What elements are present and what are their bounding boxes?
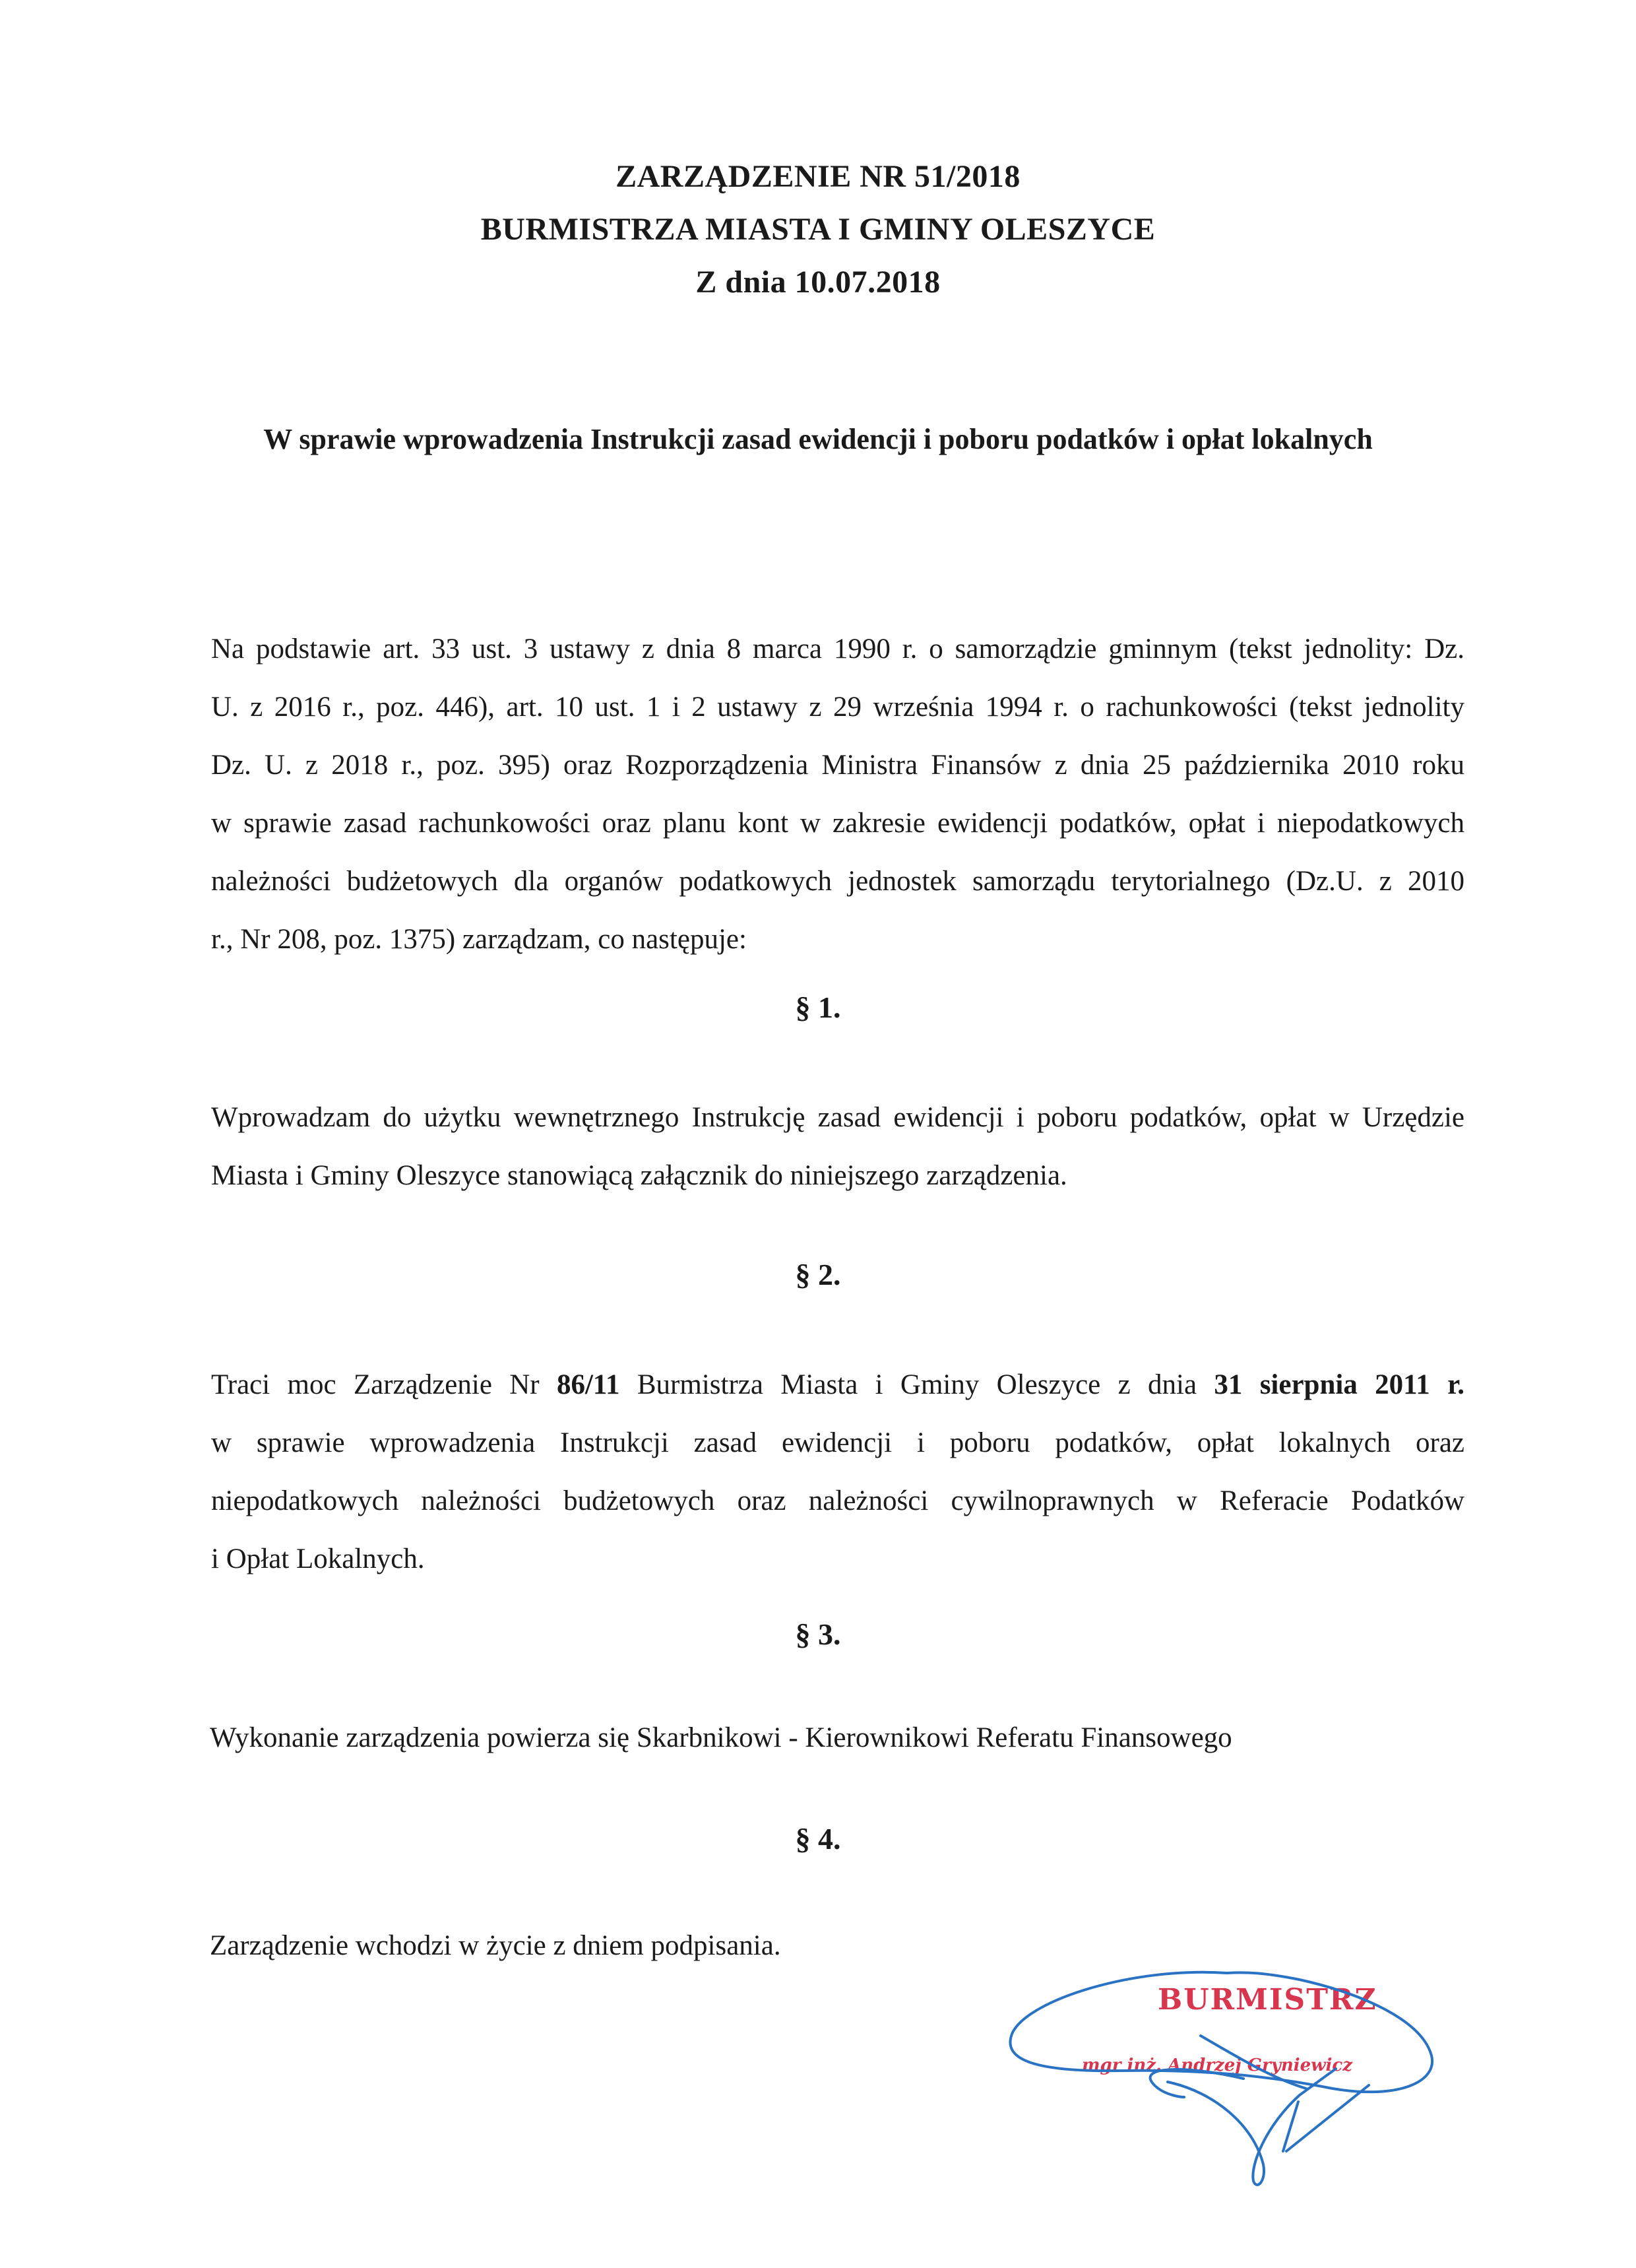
text-fragment: Traci moc Zarządzenie Nr bbox=[211, 1369, 557, 1400]
section-2-heading: § 2. bbox=[795, 1258, 841, 1291]
legal-basis-paragraph bbox=[211, 620, 1464, 969]
section-1-paragraph bbox=[211, 1089, 1464, 1205]
text-line: r., Nr 208, poz. 1375) zarządzam, co następuje: bbox=[211, 924, 747, 955]
text-line: U. z 2016 r., poz. 446), art. 10 ust. 1 i 2 ustawy z 29 września 1994 r. o rachunkowości (tekst jednolity bbox=[211, 692, 1464, 723]
text-line: Wprowadzam do użytku wewnętrznego Instrukcję zasad ewidencji i poboru podatków, opłat w Urzędzie bbox=[211, 1102, 1464, 1133]
text-line: w sprawie zasad rachunkowości oraz planu kont w zakresie ewidencji podatków, opłat i niepodatkowych bbox=[211, 808, 1464, 839]
text-line: Zarządzenie wchodzi w życie z dniem podpisania. bbox=[210, 1930, 781, 1961]
stamp-title: BURMISTRZ bbox=[1158, 1983, 1377, 2017]
text-line: niepodatkowych należności budżetowych oraz należności cywilnoprawnych w Referacie Podatków bbox=[211, 1485, 1464, 1516]
repealed-order-number: 86/11 bbox=[556, 1369, 620, 1400]
text-line: w sprawie wprowadzenia Instrukcji zasad ewidencji i poboru podatków, opłat lokalnych oraz bbox=[211, 1427, 1464, 1458]
text-line bbox=[211, 1356, 1464, 1414]
section-1-heading: § 1. bbox=[795, 990, 841, 1024]
section-4-heading: § 4. bbox=[795, 1822, 841, 1856]
text-line: Na podstawie art. 33 ust. 3 ustawy z dnia 8 marca 1990 r. o samorządzie gminnym (tekst jednolity: Dz. bbox=[211, 633, 1464, 664]
section-3-paragraph bbox=[210, 1709, 1463, 1767]
section-3-heading: § 3. bbox=[795, 1617, 841, 1651]
issuer-title: BURMISTRZA MIASTA I GMINY OLESZYCE bbox=[480, 212, 1156, 247]
mayor-stamp-and-signature bbox=[990, 1927, 1451, 2204]
text-fragment: Burmistrza Miasta i Gminy Oleszyce z dnia bbox=[619, 1369, 1214, 1400]
order-subject: W sprawie wprowadzenia Instrukcji zasad ewidencji i poboru podatków i opłat lokalnych bbox=[263, 423, 1373, 455]
section-2-paragraph bbox=[211, 1356, 1464, 1588]
repealed-order-date: 31 sierpnia 2011 r. bbox=[1214, 1369, 1464, 1400]
text-line: Miasta i Gminy Oleszyce stanowiącą załącznik do niniejszego zarządzenia. bbox=[211, 1160, 1067, 1191]
stamp-name: mgr inż. Andrzej Gryniewicz bbox=[1082, 2056, 1352, 2075]
text-line: i Opłat Lokalnych. bbox=[211, 1543, 425, 1574]
text-line: należności budżetowych dla organów podatkowych jednostek samorządu terytorialnego (Dz.U. z 2010 bbox=[211, 866, 1464, 897]
text-line: Dz. U. z 2018 r., poz. 395) oraz Rozporządzenia Ministra Finansów z dnia 25 października 2010 roku bbox=[211, 750, 1464, 781]
signature-icon bbox=[990, 1927, 1451, 2204]
text-line: Wykonanie zarządzenia powierza się Skarbnikowi - Kierownikowi Referatu Finansowego bbox=[210, 1722, 1232, 1753]
order-number-title: ZARZĄDZENIE NR 51/2018 bbox=[615, 159, 1021, 194]
order-date: Z dnia 10.07.2018 bbox=[695, 265, 941, 300]
